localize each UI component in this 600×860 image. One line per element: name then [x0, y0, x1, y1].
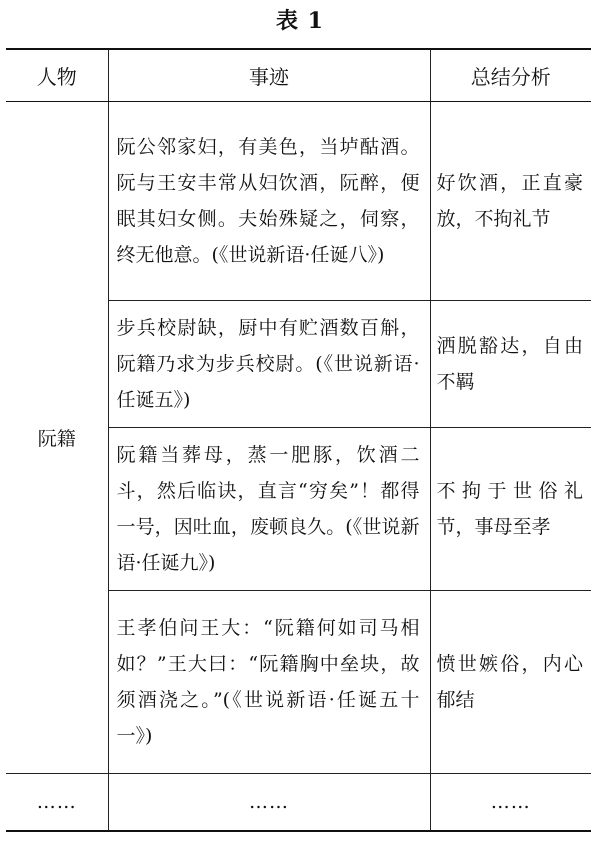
event-cell: 阮籍当葬母，蒸一肥豚，饮酒二斗，然后临诀，直言“穷矣”！都得一号，因吐血，废顿良久。(《世说新语·任诞九》)	[108, 428, 430, 591]
header-row	[6, 49, 591, 102]
ellipsis-row	[6, 774, 591, 832]
table-caption: 表 1	[276, 8, 324, 34]
analysis-cell: 不拘于世俗礼节，事母至孝	[430, 428, 591, 591]
person-cell: 阮籍	[6, 102, 108, 774]
event-cell: 王孝伯问王大：“阮籍何如司马相如？”王大曰：“阮籍胸中垒块，故须酒浇之。”(《世说新语·任诞五十一》)	[108, 591, 430, 774]
header-analysis: 总结分析	[430, 49, 591, 102]
table-row	[6, 102, 591, 301]
ellipsis-cell: ……	[108, 774, 430, 832]
header-person: 人物	[6, 49, 108, 102]
event-cell: 步兵校尉缺，厨中有贮酒数百斛，阮籍乃求为步兵校尉。(《世说新语·任诞五》)	[108, 301, 430, 428]
ruan-ji-table	[6, 48, 591, 832]
ellipsis-cell: ……	[6, 774, 108, 832]
analysis-cell: 好饮酒，正直豪放，不拘礼节	[430, 102, 591, 301]
ellipsis-cell: ……	[430, 774, 591, 832]
event-cell: 阮公邻家妇，有美色，当垆酤酒。阮与王安丰常从妇饮酒，阮醉，便眠其妇女侧。夫始殊疑之，伺察，终无他意。(《世说新语·任诞八》)	[108, 102, 430, 301]
header-event: 事迹	[108, 49, 430, 102]
analysis-cell: 愤世嫉俗，内心郁结	[430, 591, 591, 774]
analysis-cell: 洒脱豁达，自由不羁	[430, 301, 591, 428]
